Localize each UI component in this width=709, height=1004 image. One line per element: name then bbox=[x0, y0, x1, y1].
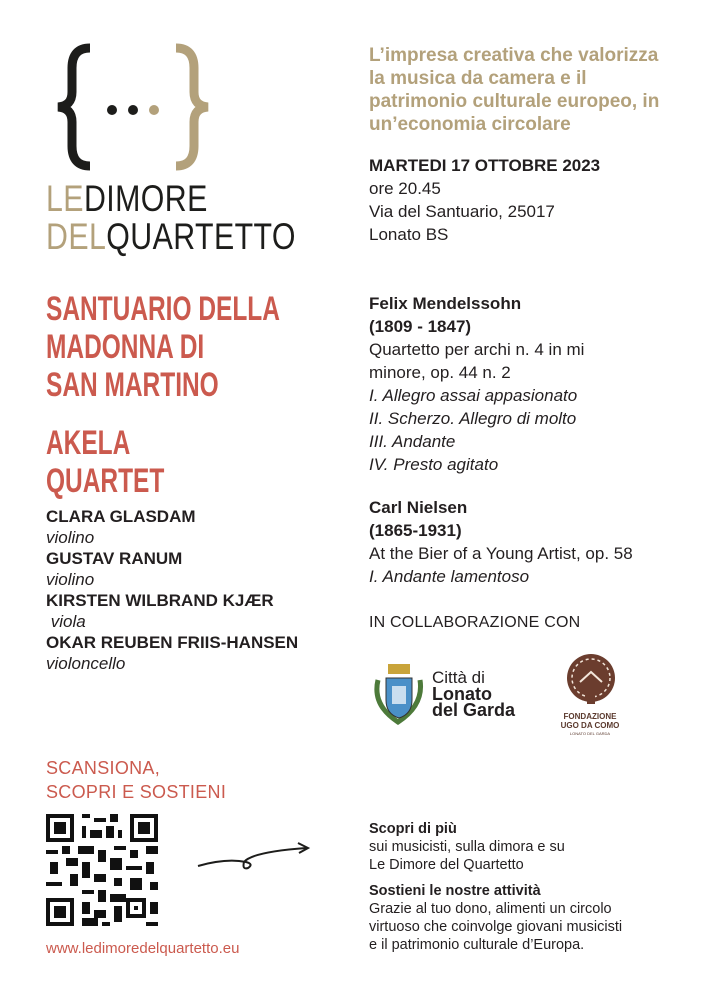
collab-label: IN COLLABORAZIONE CON bbox=[369, 614, 581, 631]
info-text: sui musicisti, sulla dimora e su bbox=[369, 839, 565, 855]
event-time: ore 20.45 bbox=[369, 179, 441, 198]
venue-line: SANTUARIO DELLA bbox=[46, 290, 280, 328]
composer-name: Felix Mendelssohn bbox=[369, 294, 522, 313]
logo-line-2: DELQUARTETTO bbox=[46, 216, 296, 257]
info-text: virtuoso che coinvolge giovani musicisti bbox=[369, 919, 623, 935]
event-address: Via del Santuario, 25017 bbox=[369, 202, 555, 221]
musician-name: OKAR REUBEN FRIIS-HANSEN bbox=[46, 633, 299, 652]
movement: II. Scherzo. Allegro di molto bbox=[369, 409, 577, 428]
musician-role: violoncello bbox=[46, 654, 126, 673]
website-link[interactable]: www.ledimoredelquartetto.eu bbox=[46, 940, 240, 957]
composer-name: Carl Nielsen bbox=[369, 498, 468, 517]
scan-heading: SCANSIONA, SCOPRI E SOSTIENI bbox=[46, 758, 227, 802]
musician-role: viola bbox=[46, 612, 86, 631]
qr-code-icon bbox=[46, 814, 158, 926]
qr-code[interactable] bbox=[46, 814, 158, 926]
logo bbox=[46, 40, 296, 257]
event-city: Lonato BS bbox=[369, 225, 449, 244]
info-text: e il patrimonio culturale d’Europa. bbox=[369, 937, 585, 953]
lonato-text: Città di Lonato del Garda bbox=[432, 668, 516, 720]
movement: III. Andante bbox=[369, 432, 456, 451]
info-text: Le Dimore del Quartetto bbox=[369, 857, 524, 873]
work-title: Quartetto per archi n. 4 in mi bbox=[369, 340, 585, 359]
event-date: MARTEDI 17 OTTOBRE 2023 bbox=[369, 156, 601, 175]
info-text: Grazie al tuo dono, alimenti un circolo bbox=[369, 901, 612, 917]
info-block bbox=[369, 820, 689, 954]
quartet-line: AKELA bbox=[46, 424, 131, 462]
info-title: Scopri di più bbox=[369, 821, 457, 837]
fondazione-subtext: LONATO DEL GARDA bbox=[569, 731, 611, 736]
musician-role: violino bbox=[46, 528, 95, 547]
composer-dates: (1809 - 1847) bbox=[369, 317, 472, 336]
movement: I. Andante lamentoso bbox=[369, 567, 530, 586]
venue-line: MADONNA DI bbox=[46, 328, 205, 366]
work-title: At the Bier of a Young Artist, op. 58 bbox=[369, 544, 633, 563]
composer-dates: (1865-1931) bbox=[369, 521, 462, 540]
quartet-line: QUARTET bbox=[46, 462, 165, 500]
tree-icon bbox=[556, 652, 626, 712]
venue-line: SAN MARTINO bbox=[46, 366, 219, 404]
logo-line-1: LEDIMORE bbox=[46, 178, 208, 219]
event-details bbox=[369, 154, 689, 246]
quartet-name bbox=[46, 424, 164, 500]
arrow-icon bbox=[196, 836, 316, 876]
lonato-crest-icon bbox=[370, 660, 430, 728]
musicians-list bbox=[46, 506, 366, 674]
musician-name: KIRSTEN WILBRAND KJÆR bbox=[46, 591, 274, 610]
movement: IV. Presto agitato bbox=[369, 455, 499, 474]
work-title: minore, op. 44 n. 2 bbox=[369, 363, 511, 382]
musician-name: GUSTAV RANUM bbox=[46, 549, 183, 568]
movement: I. Allegro assai appasionato bbox=[369, 386, 578, 405]
tagline: L’impresa creativa che valorizza la musica da camera e il patrimonio culturale europeo, in un’economia circolare bbox=[369, 45, 660, 135]
program bbox=[369, 292, 689, 588]
musician-name: CLARA GLASDAM bbox=[46, 507, 196, 526]
venue-title bbox=[46, 290, 280, 404]
musician-role: violino bbox=[46, 570, 95, 589]
logo-braces-icon bbox=[46, 40, 246, 175]
info-title: Sostieni le nostre attività bbox=[369, 883, 541, 899]
fondazione-text: FONDAZIONE UGO DA COMO bbox=[560, 712, 620, 730]
